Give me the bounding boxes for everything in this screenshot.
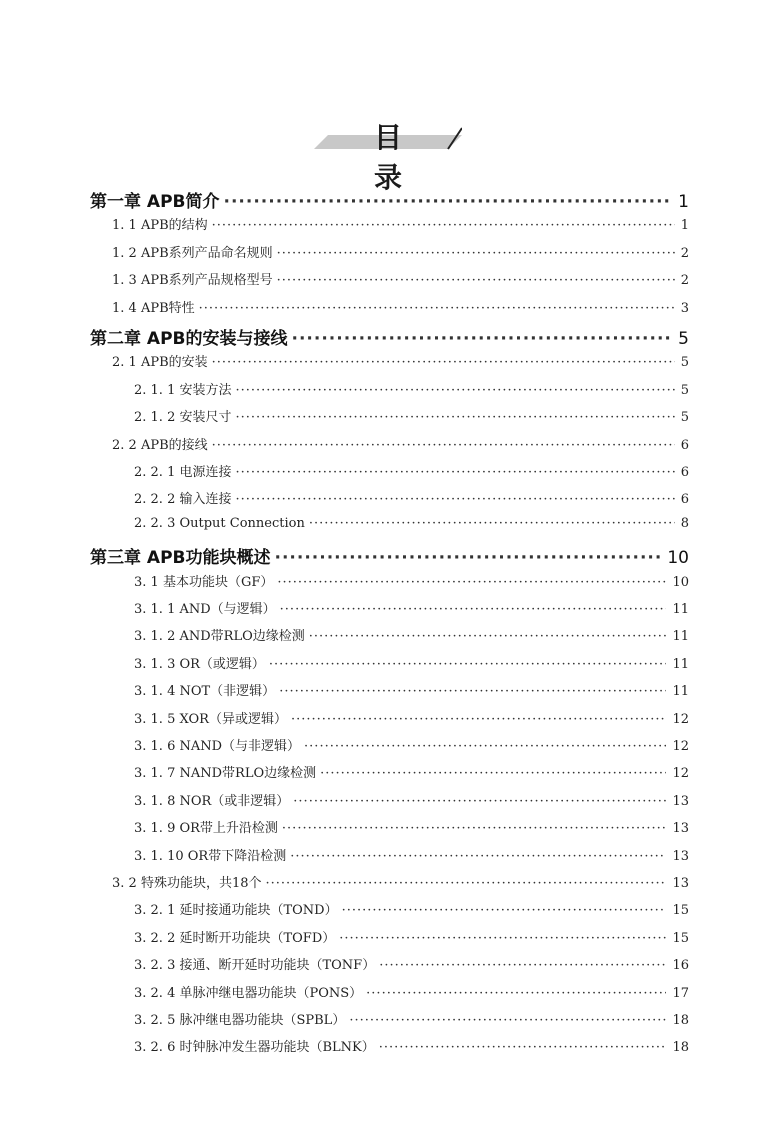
toc-entry-label: 3. 1. 5 XOR（异或逻辑）: [134, 711, 287, 727]
toc-section-row[interactable]: [134, 680, 689, 704]
toc-section-row[interactable]: [112, 269, 689, 293]
toc-section-row[interactable]: [134, 406, 689, 430]
page-title: 目 录: [373, 121, 432, 194]
toc-entry-label: 3. 1. 7 NAND带RLO边缘检测: [134, 766, 317, 782]
dot-leader: [379, 958, 666, 973]
toc-section-row[interactable]: [134, 461, 689, 485]
toc-entry-page-number: 15: [672, 903, 689, 919]
toc-section-row[interactable]: [134, 899, 689, 923]
toc-entry-page-number: 8: [680, 515, 689, 531]
toc-section-row[interactable]: [134, 516, 689, 540]
toc-entry-page-number: 13: [672, 793, 689, 809]
dot-leader: [212, 218, 675, 233]
toc-entry-page-number: 1: [678, 192, 689, 212]
toc-entry-page-number: 6: [680, 437, 689, 453]
toc-entry-label: 2. 2. 3 Output Connection: [134, 515, 305, 531]
toc-section-row[interactable]: [134, 817, 689, 841]
toc-chapter-row[interactable]: [90, 324, 689, 348]
toc-section-row[interactable]: [134, 735, 689, 759]
toc-entry-page-number: 11: [672, 629, 689, 645]
toc-entry-page-number: 5: [678, 329, 689, 349]
toc-entry-label: 3. 1. 10 OR带下降沿检测: [134, 848, 287, 864]
toc-entry-label: 1. 1 APB的结构: [112, 218, 208, 234]
dot-leader: [212, 438, 675, 453]
toc-section-row[interactable]: [134, 708, 689, 732]
toc-section-row[interactable]: [134, 598, 689, 622]
toc-section-row[interactable]: [134, 571, 689, 595]
dot-leader: [235, 383, 674, 398]
dot-leader: [199, 301, 675, 316]
toc-entry-label: 3. 2 特殊功能块，共18个: [112, 876, 262, 891]
toc-entry-label: 3. 1. 2 AND带RLO边缘检测: [134, 629, 305, 645]
toc-title-banner: [314, 112, 462, 194]
dot-leader: [269, 657, 667, 672]
toc-section-row[interactable]: [134, 653, 689, 677]
toc-section-row[interactable]: [112, 214, 689, 238]
dot-leader: [235, 465, 674, 480]
toc-entry-page-number: 12: [672, 739, 689, 754]
toc-entry-page-number: 11: [672, 602, 689, 617]
toc-entry-page-number: 11: [672, 656, 689, 672]
toc-entry-page-number: 13: [672, 821, 689, 837]
toc-section-row[interactable]: [134, 927, 689, 951]
toc-entry-label: 3. 2. 3 接通、断开延时功能块（TONF）: [134, 958, 376, 974]
dot-leader: [291, 712, 667, 727]
dot-leader: [349, 1013, 666, 1028]
dot-leader: [309, 629, 667, 644]
toc-section-row[interactable]: [134, 488, 689, 512]
toc-entry-page-number: 10: [672, 574, 689, 590]
dot-leader: [304, 739, 666, 754]
toc-section-row[interactable]: [134, 762, 689, 786]
toc-entry-page-number: 18: [672, 1013, 689, 1028]
toc-entry-page-number: 16: [672, 958, 689, 974]
toc-entry-page-number: 6: [680, 492, 689, 508]
toc-entry-page-number: 17: [672, 985, 689, 1001]
dot-leader: [275, 548, 662, 568]
dot-leader: [280, 602, 667, 617]
toc-entry-page-number: 10: [667, 548, 689, 569]
toc-entry-label: 3. 2. 2 延时断开功能块（TOFD）: [134, 930, 336, 946]
toc-entry-label: 1. 2 APB系列产品命名规则: [112, 245, 273, 261]
dot-leader: [279, 684, 666, 699]
dot-leader: [282, 821, 667, 836]
dot-leader: [339, 931, 666, 946]
toc-entry-label: 第一章 APB简介: [90, 192, 220, 212]
dot-leader: [379, 1040, 667, 1055]
dot-leader: [293, 794, 666, 809]
dot-leader: [277, 273, 675, 288]
toc-entry-page-number: 18: [672, 1040, 689, 1056]
toc-section-row[interactable]: [134, 790, 689, 814]
toc-entry-label: 1. 3 APB系列产品规格型号: [112, 273, 273, 289]
toc-entry-label: 2. 1. 2 安装尺寸: [134, 410, 232, 426]
toc-section-row[interactable]: [112, 297, 689, 321]
toc-chapter-row[interactable]: [90, 543, 689, 567]
toc-entry-page-number: 5: [680, 410, 689, 426]
dot-leader: [224, 192, 673, 212]
toc-entry-label: 3. 1 基本功能块（GF）: [134, 574, 274, 590]
toc-entry-label: 3. 2. 4 单脉冲继电器功能块（PONS）: [134, 985, 363, 1001]
toc-entry-page-number: 2: [680, 273, 689, 289]
toc-entry-page-number: 12: [672, 766, 689, 782]
dot-leader: [235, 410, 674, 425]
toc-section-row[interactable]: [134, 1036, 689, 1060]
toc-entry-label: 2. 2 APB的接线: [112, 437, 208, 453]
toc-section-row[interactable]: [134, 1009, 689, 1033]
dot-leader: [235, 492, 674, 507]
dot-leader: [277, 575, 666, 590]
toc-entry-label: 3. 2. 1 延时接通功能块（TOND）: [134, 903, 338, 919]
toc-entry-page-number: 1: [680, 218, 689, 234]
toc-section-row[interactable]: [112, 434, 689, 458]
toc-entry-page-number: 15: [672, 930, 689, 946]
toc-entry-page-number: 5: [680, 355, 689, 371]
dot-leader: [277, 246, 675, 261]
toc-entry-page-number: 13: [672, 876, 689, 891]
toc-entry-label: 3. 1. 9 OR带上升沿检测: [134, 821, 278, 837]
toc-section-row[interactable]: [134, 625, 689, 649]
dot-leader: [265, 876, 666, 891]
toc-entry-label: 3. 1. 3 OR（或逻辑）: [134, 656, 265, 672]
toc-entry-label: 3. 1. 1 AND（与逻辑）: [134, 602, 276, 617]
toc-entry-page-number: 5: [680, 382, 689, 398]
dot-leader: [212, 355, 675, 370]
dot-leader: [366, 986, 666, 1001]
toc-entry-page-number: 11: [672, 684, 689, 700]
dot-leader: [292, 329, 673, 349]
toc-section-row[interactable]: [134, 982, 689, 1006]
toc-entry-label: 2. 1 APB的安装: [112, 355, 208, 371]
toc-entry-page-number: 2: [680, 245, 689, 261]
toc-entry-label: 第二章 APB的安装与接线: [90, 329, 288, 349]
toc-section-row[interactable]: [112, 872, 689, 896]
toc-entry-label: 3. 1. 8 NOR（或非逻辑）: [134, 793, 290, 809]
dot-leader: [320, 766, 666, 781]
toc-entry-label: 3. 2. 6 时钟脉冲发生器功能块（BLNK）: [134, 1040, 375, 1056]
toc-entry-label: 2. 1. 1 安装方法: [134, 382, 232, 398]
toc-entry-label: 3. 2. 5 脉冲继电器功能块（SPBL）: [134, 1013, 346, 1028]
toc-entry-label: 2. 2. 1 电源连接: [134, 465, 232, 480]
toc-section-row[interactable]: [134, 379, 689, 403]
dot-leader: [342, 903, 667, 918]
toc-entry-label: 第三章 APB功能块概述: [90, 548, 271, 569]
toc-entry-label: 3. 1. 6 NAND（与非逻辑）: [134, 739, 301, 754]
toc-section-row[interactable]: [134, 954, 689, 978]
dot-leader: [309, 516, 675, 531]
toc-entry-page-number: 6: [680, 465, 689, 480]
toc-entry-page-number: 13: [672, 848, 689, 864]
toc-entry-label: 3. 1. 4 NOT（非逻辑）: [134, 684, 276, 700]
toc-section-row[interactable]: [112, 351, 689, 375]
toc-entry-label: 2. 2. 2 输入连接: [134, 492, 232, 508]
toc-section-row[interactable]: [112, 242, 689, 266]
toc-entry-label: 1. 4 APB特性: [112, 300, 195, 316]
toc-section-row[interactable]: [134, 845, 689, 869]
toc-chapter-row[interactable]: [90, 187, 689, 211]
toc-entry-page-number: 12: [672, 711, 689, 727]
dot-leader: [290, 849, 666, 864]
toc-entry-page-number: 3: [680, 300, 689, 316]
